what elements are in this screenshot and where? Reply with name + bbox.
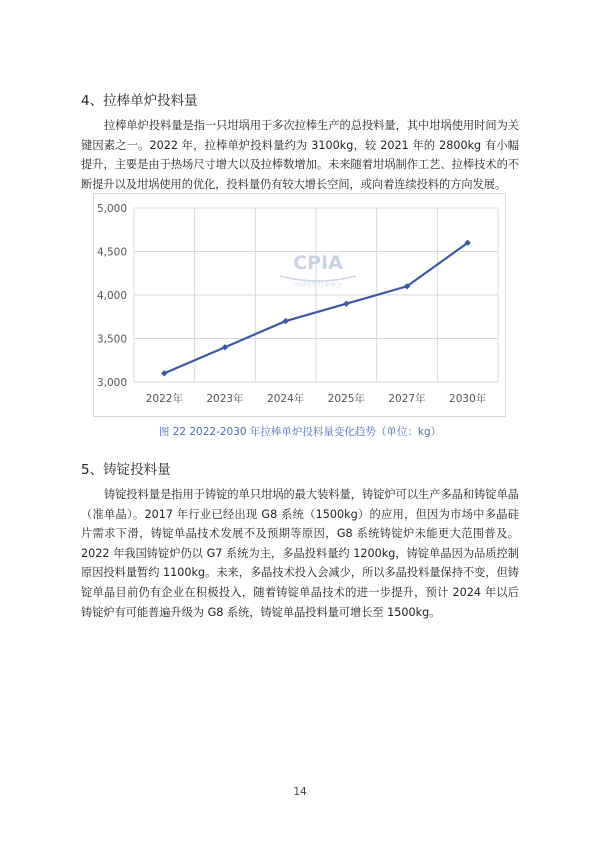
x-tick-label: 2025年	[327, 393, 365, 405]
x-tick-label: 2030年	[449, 393, 487, 405]
data-point-marker	[161, 370, 167, 376]
watermark-logo	[280, 252, 356, 289]
y-tick-label: 4,000	[96, 290, 127, 302]
y-tick-label: 3,500	[96, 333, 127, 346]
page-number: 14	[293, 786, 307, 798]
section-4-paragraph: 拉棒单炉投料量是指一只坩埚用于多次拉棒生产的总投料量，其中坩埚使用时间为关键因素之一。2022 年，拉棒单炉投料量约为 3100kg，较 2021 年的 2800kg 有小幅提升，主要是由于热场尺寸增大以及拉棒数增加。未来随着坩埚制作工艺、拉棒技术的不断提升以及坩埚使用的优化，投料量仍有较大增长空间，或向着连续投料的方向发展。	[81, 119, 519, 191]
section-4-heading: 4、拉棒单炉投料量	[81, 93, 198, 109]
data-point-marker	[282, 318, 288, 324]
chart-svg	[94, 194, 505, 416]
watermark-text: CPIA	[293, 252, 343, 274]
data-point-marker	[343, 301, 349, 307]
figure-caption: 图 22 2022-2030 年拉棒单炉投料量变化趋势（单位：kg）	[158, 426, 442, 438]
x-tick-label: 2024年	[267, 393, 305, 405]
line-chart	[93, 193, 506, 417]
x-tick-label: 2027年	[388, 393, 426, 405]
x-tick-label: 2023年	[206, 393, 244, 405]
y-tick-label: 4,500	[96, 246, 127, 259]
section-5-heading: 5、铸锭投料量	[81, 462, 171, 478]
y-tick-label: 5,000	[96, 203, 127, 215]
x-tick-label: 2022年	[145, 393, 183, 405]
section-5-paragraph: 铸锭投料量是指用于铸锭的单只坩埚的最大装料量，铸锭炉可以生产多晶和铸锭单晶（准单晶）。2017 年行业已经出现 G8 系统（1500kg）的应用，但因为市场中多晶硅片需求下滑，铸锭单晶技术发展不及预期等原因，G8 系统铸锭炉未能更大范围普及。2022 年我国铸锭炉仍以 G7 系统为主，多晶投料量约 1200kg，铸锭单晶因为品质控制原因投料量暂约 1100kg。未来，多晶技术投入会减少，所以多晶投料量保持不变，但铸锭单晶目前仍有企业在积极投入，随着铸锭单晶技术的进一步提升，预计 2024 年以后铸锭炉有可能普遍升级为 G8 系统，铸锭单晶投料量可增长至 1500kg。	[81, 488, 519, 619]
data-point-marker	[222, 344, 228, 350]
y-tick-label: 3,000	[96, 377, 127, 389]
watermark-subtext: 中国光伏行业协会	[293, 282, 343, 289]
